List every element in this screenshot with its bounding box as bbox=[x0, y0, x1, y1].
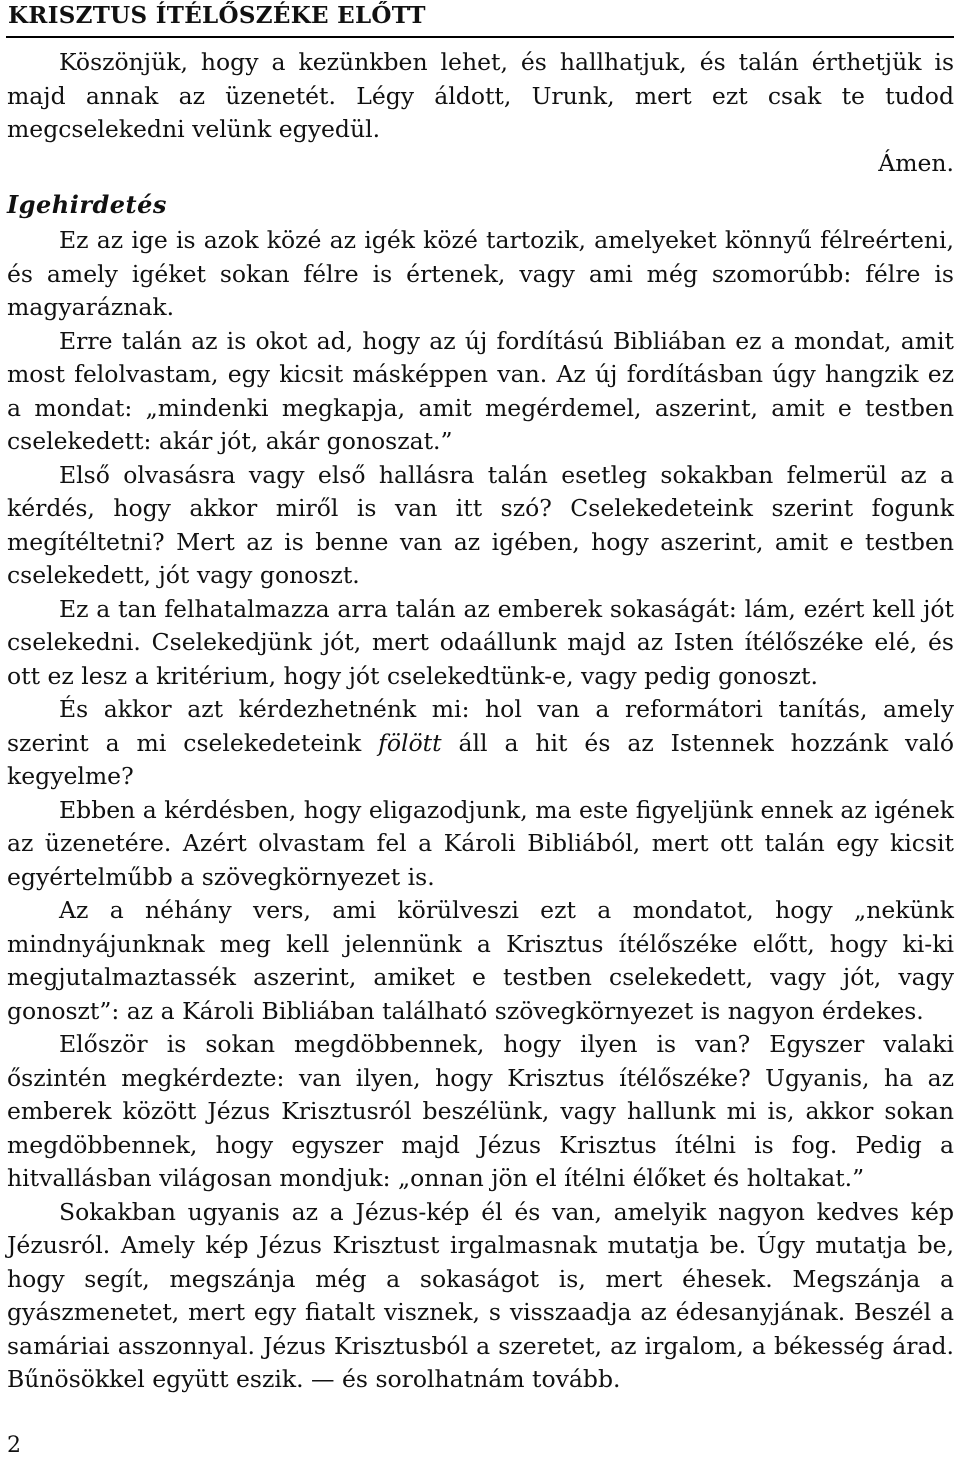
paragraph: Ebben a kérdésben, hogy eligazodjunk, ma este figyeljünk ennek az igének az üzenetére. Azért olvastam fel a Károli Bibliából, mert ott talán egy kicsit egyértelműbb a szövegkörnyezet is. bbox=[7, 795, 954, 891]
prayer-paragraph: Köszönjük, hogy a kezünkben lehet, és hallhatjuk, és talán érthetjük is majd annak az üzenetét. Légy áldott, Urunk, mert ezt csak te tudod megcselekedni velünk egyedül. bbox=[7, 48, 954, 143]
prayer-closing: Ámen. bbox=[878, 148, 954, 177]
page-number: 2 bbox=[7, 1433, 21, 1458]
paragraph: Először is sokan megdöbbennek, hogy ilyen is van? Egyszer valaki őszintén megkérdezte: van ilyen, hogy Krisztus ítélőszéke? Ugyanis, ha az emberek között Jézus Krisztusról beszélünk, vagy hallunk mi is, akkor sokan megdöbbennek, hogy egyszer majd Jézus Krisztus ítélni is fog. Pedig a hitvallásban világosan mondjuk: „onnan jön el ítélni élőket és holtakat.” bbox=[7, 1030, 954, 1192]
paragraph: Erre talán az is okot ad, hogy az új fordítású Bibliában ez a mondat, amit most felolvastam, egy kicsit másképpen van. Az új fordításban úgy hangzik ez a mondat: „mindenki megkapja, amit megérdemel, aszerint, amit e testben cselekedett: akár jót, akár gonoszat.” bbox=[7, 326, 954, 455]
paragraph: Sokakban ugyanis az a Jézus-kép él és van, amelyik nagyon kedves kép Jézusról. Amely kép Jézus Krisztust irgalmasnak mutatja be. Úgy mutatja be, hogy segít, megszánja még a sokaságot is, mert éhesek. Megszánja a gyászmenetet, mert egy fiatalt visznek, s visszaadja az édesanyjának. Beszél a samáriai asszonnyal. Jézus Krisztusból a szeretet, az irgalom, a békesség árad. Bűnösökkel együtt eszik. — és sorolhatnám tovább. bbox=[7, 1197, 954, 1393]
page-header bbox=[6, 0, 954, 38]
page-body bbox=[7, 46, 954, 1397]
paragraph: Ez a tan felhatalmazza arra talán az emberek sokaságát: lám, ezért kell jót cselekedni. Cselekedjünk jót, mert odaállunk majd az Isten ítélőszéke elé, és ott ez lesz a kritérium, hogy jót cselekedtünk-e, vagy pedig gonoszt. bbox=[7, 594, 954, 690]
paragraph-text: És akkor azt kérdezhetnénk mi: hol van a reformátori tanítás, amely szerint a mi cselekedeteink bbox=[7, 695, 954, 757]
section-heading: Igehirdetés bbox=[7, 190, 167, 219]
paragraph: Ez az ige is azok közé az igék közé tartozik, amelyeket könnyű félreérteni, és amely igéket sokan félre is értenek, vagy ami még szomorúbb: félre is magyaráznak. bbox=[7, 226, 954, 321]
paragraph: Első olvasásra vagy első hallásra talán esetleg sokakban felmerül az a kérdés, hogy akkor miről is van itt szó? Cselekedeteink szerint fogunk megítéltetni? Mert az is benne van az igében, hogy aszerint, amit e testben cselekedett, jót vagy gonoszt. bbox=[7, 460, 954, 589]
page-title: KRISZTUS ÍTÉLŐSZÉKE ELŐTT bbox=[8, 2, 426, 29]
paragraph bbox=[7, 693, 954, 794]
paragraph-text: áll a hit és az Istennek hozzánk való kegyelme? bbox=[7, 728, 954, 790]
emphasis-word: fölött bbox=[378, 728, 442, 757]
paragraph: Az a néhány vers, ami körülveszi ezt a mondatot, hogy „nekünk mindnyájunknak meg kell jelennünk a Krisztus ítélőszéke előtt, hogy ki-ki megjutalmaztassék aszerint, amiket e testben cselekedett, vagy jót, vagy gonoszt”: az a Károli Bibliában található szövegkörnyezet is nagyon érdekes. bbox=[7, 896, 954, 1025]
